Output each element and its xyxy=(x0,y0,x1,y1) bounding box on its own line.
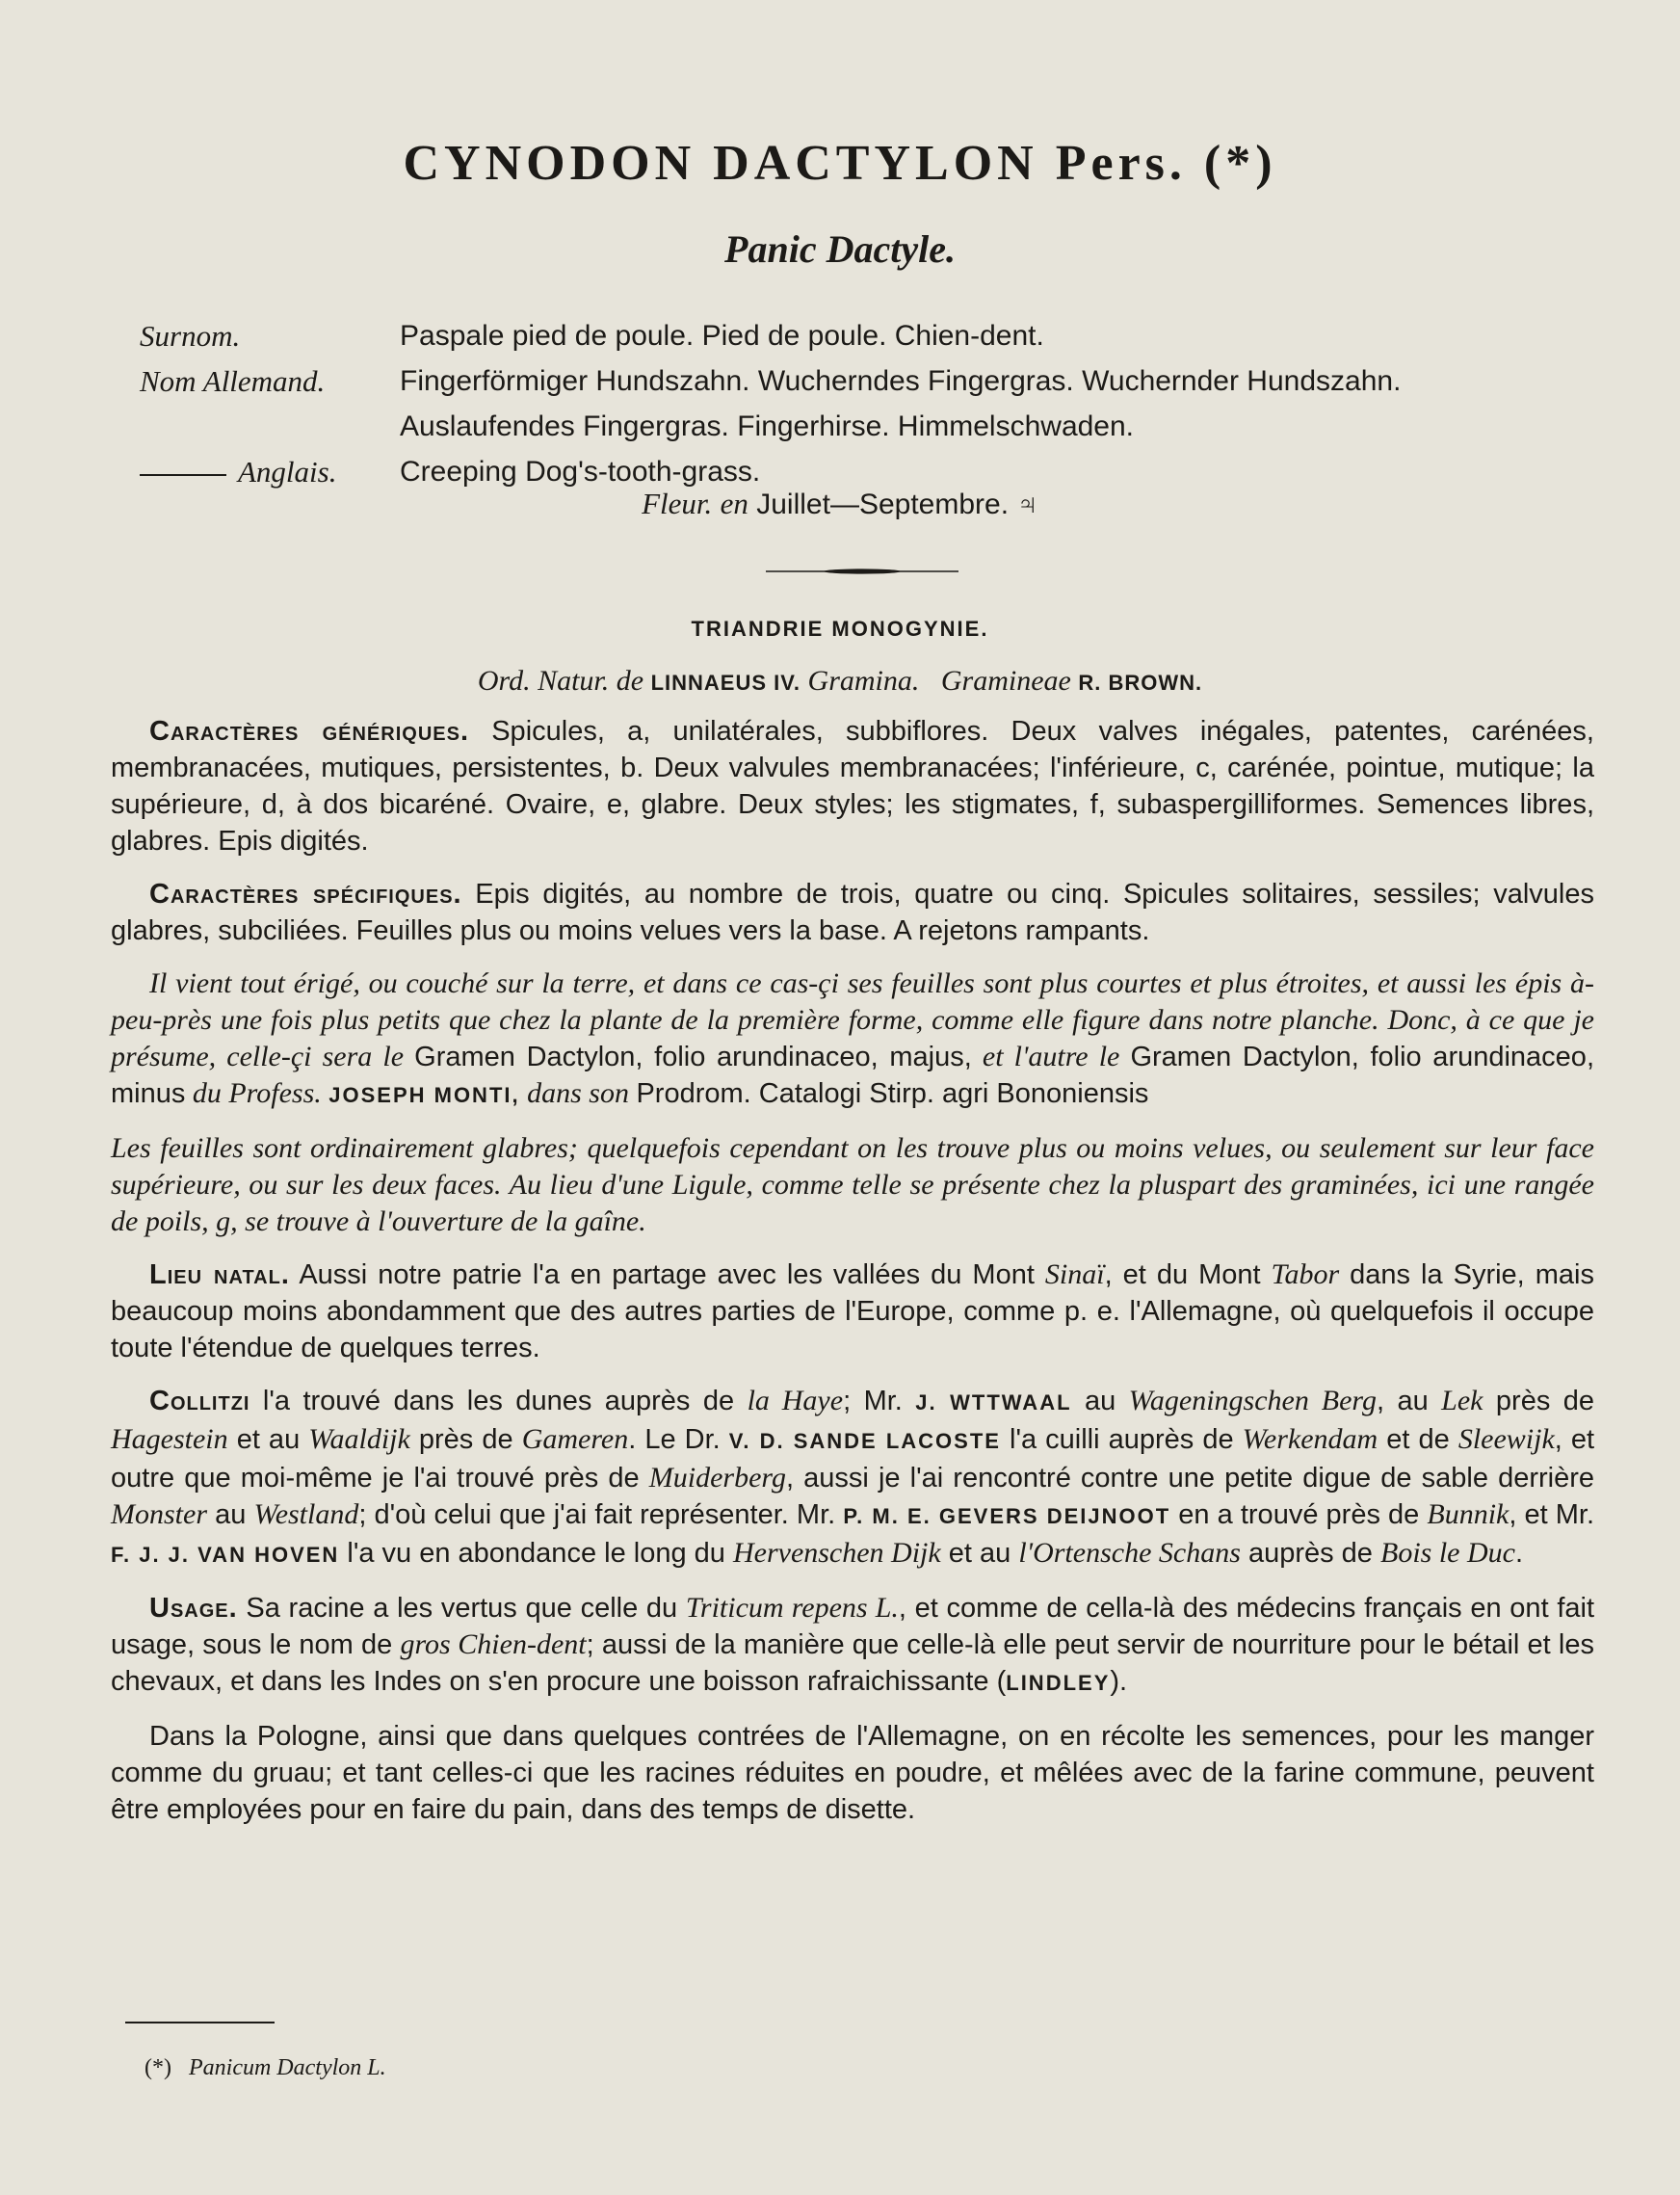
place-name: Tabor xyxy=(1271,1258,1340,1290)
text: , et outre que moi-même je l'ai trouvé près de xyxy=(111,1424,1595,1494)
place-name: Wageningschen Berg xyxy=(1128,1385,1377,1416)
linnaeus-ref: LINNAEUS IV. xyxy=(650,671,801,695)
place-name: l'Ortensche Schans xyxy=(1018,1537,1241,1569)
italic-text: dans son xyxy=(527,1077,629,1109)
text: , et comme de cella-là des médecins français en ont fait usage, sous le nom de xyxy=(111,1593,1595,1660)
habit-paragraph xyxy=(111,965,1594,1114)
place-name: Waaldijk xyxy=(308,1423,410,1455)
place-name: Werkendam xyxy=(1242,1423,1378,1455)
leaves-paragraph: Les feuilles sont ordinairement glabres; quelquefois cependant on les trouve plus ou moins velues, ou seulement sur leur face supérieure, ou sur les deux faces. Au lieu d'une Ligule, comme telle se présente chez la pluspart des graminées, ici une rangée de poils, g, se trouve à l'ouverture de la gaîne. xyxy=(111,1132,1594,1237)
footnote-rule xyxy=(125,2022,275,2023)
text: ; Mr. xyxy=(843,1386,903,1416)
gramina-name: Gramina. xyxy=(807,665,920,697)
latin-name: Triticum repens L. xyxy=(685,1592,899,1624)
section-label: Caractères génériques. xyxy=(149,716,470,747)
collector-name: J. WTTWAAL xyxy=(915,1390,1072,1415)
fleur-word: en xyxy=(720,487,748,520)
text: l'a trouvé dans les dunes auprès de xyxy=(262,1386,735,1416)
page-subtitle: Panic Dactyle. xyxy=(724,227,956,271)
text: , aussi je l'ai rencontré contre une petite digue de sable derrière xyxy=(785,1463,1595,1494)
latin-name: Gramen Dactylon, folio arundinaceo, majus, xyxy=(414,1042,972,1072)
text: Sa racine a les vertus que celle du xyxy=(246,1593,678,1624)
text: dans la Syrie, mais beaucoup moins abondamment que des autres parties de l'Europe, comme p. e. l'Allemagne, où quelquefois il occupe toute l'étendue de quelques terres. xyxy=(111,1259,1594,1363)
usage-paragraph xyxy=(111,1590,1594,1702)
latin-name: Gramen Dactylon, folio arundinaceo, minus xyxy=(111,1042,1594,1109)
text: , et Mr. xyxy=(1509,1499,1595,1530)
place-name: Monster xyxy=(111,1498,207,1530)
footnote-text: Panicum Dactylon L. xyxy=(188,2055,386,2080)
pologne-paragraph: Dans la Pologne, ainsi que dans quelques contrées de l'Allemagne, on en récolte les semences, pour les manger comme du gruau; et tant celles-ci que les racines réduites en poudre, et mêlées avec de la farine commune, peuvent être employées pour en faire du pain, dans des temps de disette. xyxy=(111,1721,1594,1825)
ordre-prefix: Ord. Natur. de xyxy=(477,665,644,697)
vernacular-names xyxy=(140,313,1604,494)
place-name: Bois le Duc xyxy=(1380,1537,1515,1569)
text: . xyxy=(1514,1538,1524,1569)
italic-text: du Profess. xyxy=(192,1077,322,1109)
place-name: Gameren xyxy=(521,1423,629,1455)
section-label: Usage. xyxy=(149,1593,238,1624)
section-text: Spicules, a, unilatérales, subbiflores. Deux valves inégales, patentes, carénées, membranacées, mutiques, persistentes, b. Deux valvules membranacées; l'inférieure, c, carénée, pointue, mutique; la supérieure, d, à dos bicaréné. Ovaire, e, glabre. Deux styles; les stigmates, f, subaspergilliformes. Semences libres, glabres. Epis digités. xyxy=(111,716,1594,857)
section-label: Caractères spécifiques. xyxy=(149,879,462,910)
fleur-label: Fleur. xyxy=(642,487,713,520)
fleur-months: Juillet—Septembre. xyxy=(756,489,1010,520)
place-name: Hagestein xyxy=(111,1423,228,1455)
localities-paragraph xyxy=(111,1383,1594,1574)
place-name: la Haye xyxy=(747,1385,844,1416)
place-name: Sinaï xyxy=(1044,1258,1105,1290)
habitat-paragraph xyxy=(111,1256,1594,1366)
ornamental-divider xyxy=(766,569,958,574)
name-label: Nom Allemand. xyxy=(140,364,326,398)
footnote-mark: (*) xyxy=(144,2055,171,2080)
place-name: Sleewijk xyxy=(1457,1423,1555,1455)
name-value: Paspale pied de poule. Pied de poule. Chien-dent. xyxy=(400,320,1044,352)
text: ; d'où celui que j'ai fait représenter. Mr. xyxy=(358,1499,836,1530)
reference-title: Prodrom. Catalogi Stirp. agri Bononiensis xyxy=(636,1078,1149,1109)
name-row xyxy=(140,313,1604,358)
footnote xyxy=(144,2055,386,2081)
place-name: Hervenschen Dijk xyxy=(732,1537,941,1569)
text: l'a cuilli auprès de xyxy=(1010,1424,1234,1455)
text: Aussi notre patrie l'a en partage avec les vallées du Mont xyxy=(299,1259,1035,1290)
name-value: Fingerförmiger Hundszahn. Wucherndes Fingergras. Wuchernder Hundszahn. xyxy=(400,365,1402,397)
text: auprès de xyxy=(1247,1538,1373,1569)
gramineae-name: Gramineae xyxy=(940,665,1071,697)
author-name: JOSEPH MONTI, xyxy=(328,1083,520,1107)
place-name: Bunnik xyxy=(1427,1498,1509,1530)
text: et au xyxy=(236,1424,301,1455)
place-name: Westland xyxy=(253,1498,359,1530)
text: ; aussi de la manière que celle-là elle peut servir de nourriture pour le bétail et les chevaux, et dans les Indes on s'en procure une boisson rafraichissante ( xyxy=(111,1629,1594,1697)
text: . Le Dr. xyxy=(628,1424,721,1455)
text: en a trouvé près de xyxy=(1178,1499,1420,1530)
name-row xyxy=(140,404,1604,449)
section-label: Lieu natal. xyxy=(149,1259,290,1290)
text: près de xyxy=(418,1424,513,1455)
dash-rule xyxy=(140,474,226,476)
text: l'a vu en abondance le long du xyxy=(347,1538,725,1569)
italic-text: Il vient tout érigé, ou couché sur la terre, et dans ce cas-çi ses feuilles sont plus courtes et plus étroites, et aussi les épis à-peu-près une fois plus petits que chez la plante de la première forme, comme elle figure dans notre planche. Donc, à ce que je présume, celle-çi sera le xyxy=(111,967,1594,1072)
name-label-empty xyxy=(140,404,400,449)
place-name: Muiderberg xyxy=(648,1462,786,1494)
italic-text: et l'autre le xyxy=(982,1041,1120,1072)
natural-order xyxy=(0,665,1680,698)
name-label-text: Anglais. xyxy=(238,455,337,489)
text: près de xyxy=(1495,1386,1595,1416)
text: ). xyxy=(1110,1666,1128,1697)
name-label: Surnom. xyxy=(140,319,241,353)
flowering-period xyxy=(0,487,1680,521)
linnaean-class: TRIANDRIE MONOGYNIE. xyxy=(691,617,989,641)
common-name: gros Chien-dent xyxy=(400,1628,587,1660)
specific-characters xyxy=(111,876,1594,949)
text: au xyxy=(1084,1386,1116,1416)
collector-name: Collitzi xyxy=(149,1386,250,1416)
collector-name: V. D. SANDE LACOSTE xyxy=(728,1429,1001,1453)
section-text: Epis digités, au nombre de trois, quatre ou cinq. Spicules solitaires, sessiles; valvules glabres, subciliées. Feuilles plus ou moins velues vers la base. A rejetons rampants. xyxy=(111,879,1595,946)
name-value: Auslaufendes Fingergras. Fingerhirse. Himmelschwaden. xyxy=(400,410,1135,442)
text: et au xyxy=(948,1538,1011,1569)
description-body xyxy=(111,713,1594,1844)
text: , et du Mont xyxy=(1104,1259,1261,1290)
name-value: Creeping Dog's-tooth-grass. xyxy=(400,456,761,488)
place-name: Lek xyxy=(1441,1385,1483,1416)
collector-name: F. J. J. VAN HOVEN xyxy=(111,1543,340,1567)
text: au xyxy=(215,1499,247,1530)
page-title: CYNODON DACTYLON Pers. (*) xyxy=(403,136,1277,191)
collector-name: P. M. E. GEVERS DEIJNOOT xyxy=(843,1504,1171,1528)
perennial-symbol: ♃ xyxy=(1016,489,1038,520)
brown-ref: R. BROWN. xyxy=(1078,671,1203,695)
name-row xyxy=(140,358,1604,404)
text: et de xyxy=(1386,1424,1450,1455)
generic-characters xyxy=(111,713,1594,859)
text: , au xyxy=(1376,1386,1429,1416)
author-name: LINDLEY xyxy=(1006,1671,1111,1695)
